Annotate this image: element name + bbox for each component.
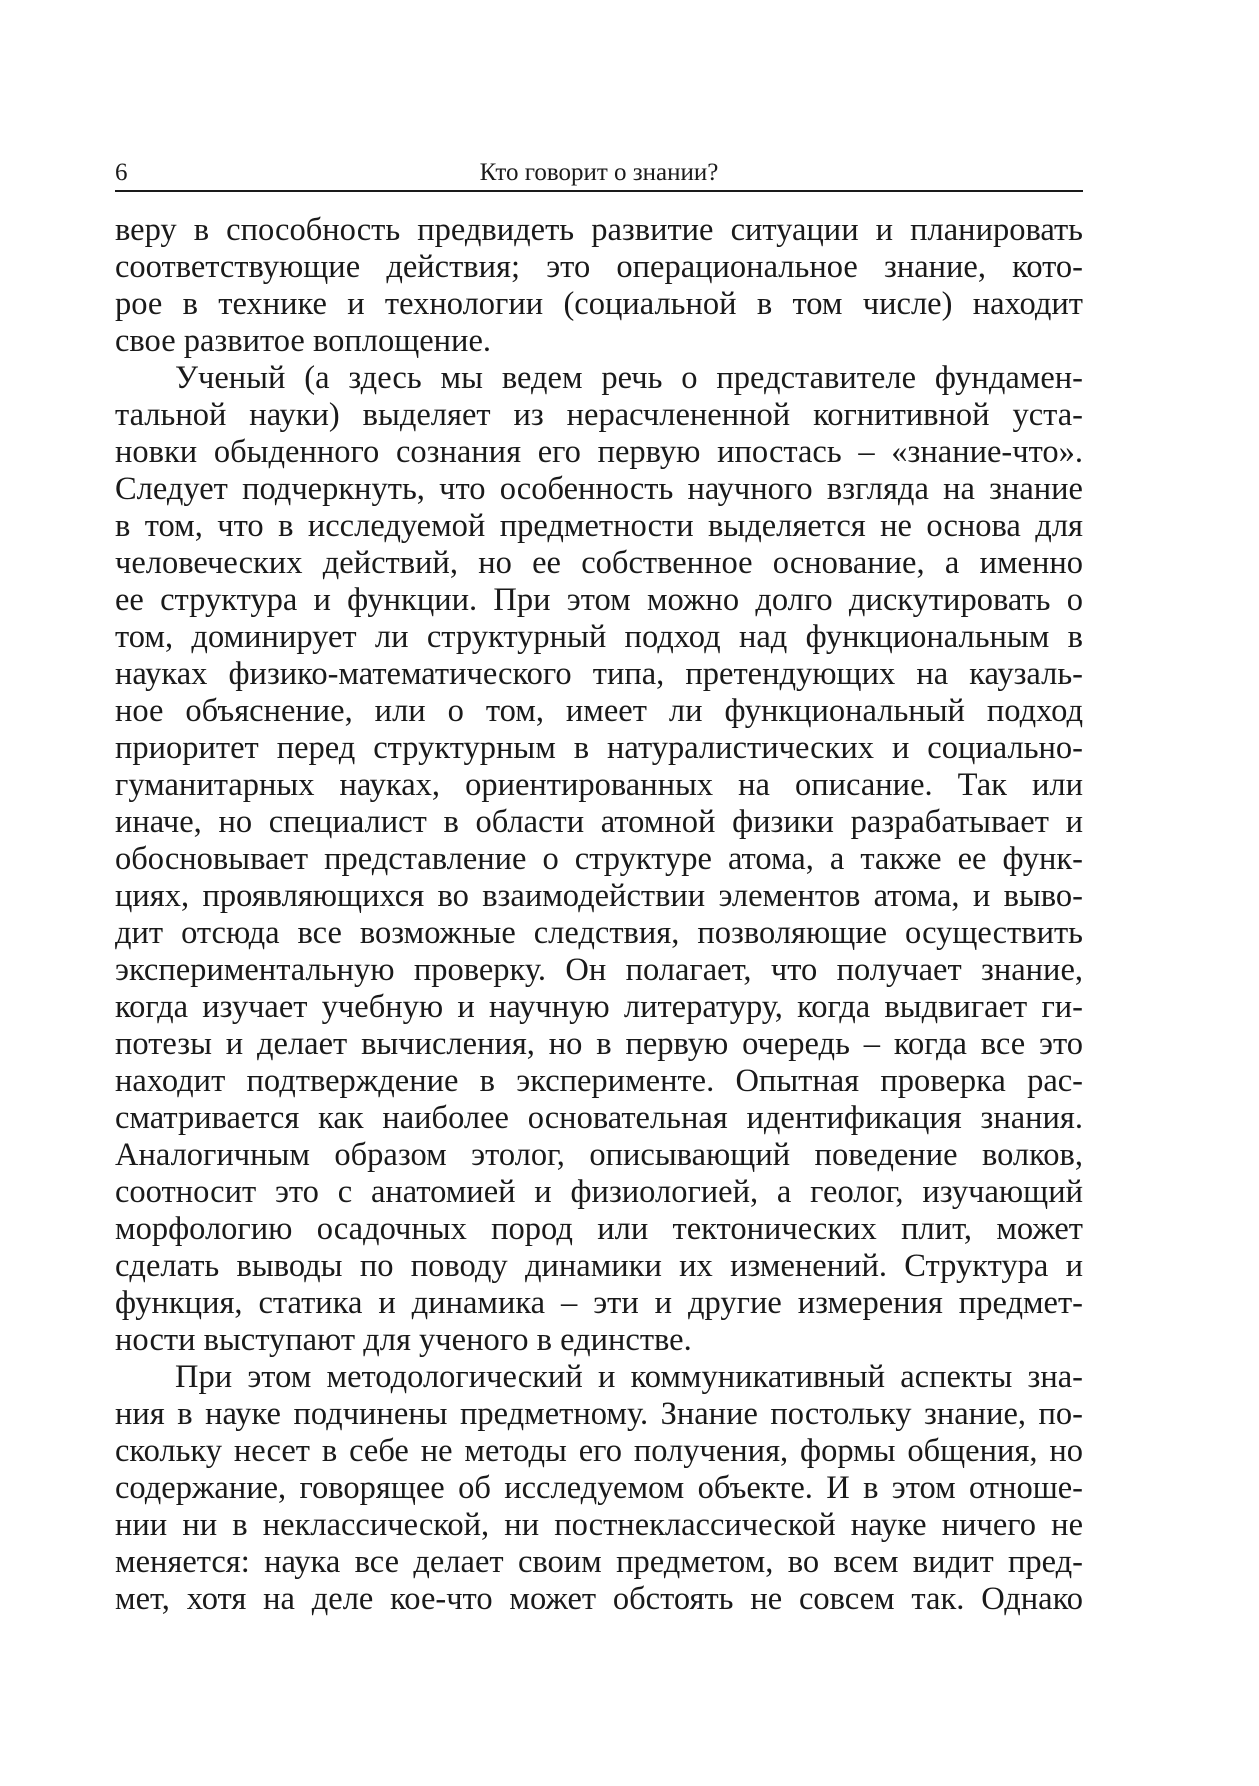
text-line: иначе, но специалист в области атомной физики разрабатывает и: [115, 804, 1083, 840]
text-line: ния в науке подчинены предметному. Знание постольку знание, по-: [115, 1396, 1083, 1432]
text-line: сматривается как наиболее основательная идентификация знания.: [115, 1100, 1083, 1136]
text-line: ности выступают для ученого в единстве.: [115, 1322, 692, 1358]
text-line: потезы и делает вычисления, но в первую очередь – когда все это: [115, 1026, 1083, 1062]
text-line: свое развитое воплощение.: [115, 323, 491, 359]
text-line: меняется: наука все делает своим предметом, во всем видит пред-: [115, 1544, 1083, 1580]
text-line: ее структура и функции. При этом можно долго дискутировать о: [115, 582, 1083, 618]
text-line: содержание, говорящее об исследуемом объекте. И в этом отноше-: [115, 1470, 1083, 1506]
text-line: когда изучает учебную и научную литературу, когда выдвигает ги-: [115, 989, 1083, 1025]
paragraph: [115, 1359, 1083, 1618]
text-line: соответствующие действия; это операциональное знание, кото-: [115, 249, 1083, 285]
text-line: морфологию осадочных пород или тектонических плит, может: [115, 1211, 1083, 1247]
text-line: Следует подчеркнуть, что особенность научного взгляда на знание: [115, 471, 1083, 507]
paragraph: [115, 360, 1083, 1359]
text-line: Ученый (а здесь мы ведем речь о представителе фундамен-: [175, 360, 1083, 396]
text-line: скольку несет в себе не методы его получения, формы общения, но: [115, 1433, 1083, 1469]
text-line: обосновывает представление о структуре атома, а также ее функ-: [115, 841, 1083, 877]
text-line: том, доминирует ли структурный подход над функциональным в: [115, 619, 1083, 655]
running-head: [115, 146, 1083, 192]
text-line: экспериментальную проверку. Он полагает, что получает знание,: [115, 952, 1083, 988]
text-line: циях, проявляющихся во взаимодействии элементов атома, и выво-: [115, 878, 1083, 914]
text-line: веру в способность предвидеть развитие ситуации и планировать: [115, 212, 1083, 248]
text-line: Аналогичным образом этолог, описывающий поведение волков,: [115, 1137, 1083, 1173]
text-line: мет, хотя на деле кое-что может обстоять не совсем так. Однако: [115, 1581, 1083, 1617]
text-line: рое в технике и технологии (социальной в том числе) находит: [115, 286, 1083, 322]
page-number: 6: [115, 159, 128, 186]
text-line: находит подтверждение в эксперименте. Опытная проверка рас-: [115, 1063, 1083, 1099]
text-line: в том, что в исследуемой предметности выделяется не основа для: [115, 508, 1083, 544]
text-line: сделать выводы по поводу динамики их изменений. Структура и: [115, 1248, 1083, 1284]
text-line: новки обыденного сознания его первую ипостась – «знание-что».: [115, 434, 1083, 470]
text-line: тальной науки) выделяет из нерасчлененной когнитивной уста-: [115, 397, 1083, 433]
paragraph: [115, 212, 1083, 360]
text-line: науках физико-математического типа, претендующих на каузаль-: [115, 656, 1083, 692]
text-line: дит отсюда все возможные следствия, позволяющие осуществить: [115, 915, 1083, 951]
body-text: [115, 212, 1083, 1618]
text-line: ное объяснение, или о том, имеет ли функциональный подход: [115, 693, 1083, 729]
text-line: человеческих действий, но ее собственное основание, а именно: [115, 545, 1083, 581]
text-line: соотносит это с анатомией и физиологией, а геолог, изучающий: [115, 1174, 1083, 1210]
running-title: Кто говорит о знании?: [479, 159, 719, 186]
text-line: приоритет перед структурным в натуралистических и социально-: [115, 730, 1083, 766]
text-line: функция, статика и динамика – эти и другие измерения предмет-: [115, 1285, 1083, 1321]
text-line: нии ни в неклассической, ни постнеклассической науке ничего не: [115, 1507, 1083, 1543]
text-line: гуманитарных науках, ориентированных на описание. Так или: [115, 767, 1083, 803]
text-line: При этом методологический и коммуникативный аспекты зна-: [175, 1359, 1083, 1395]
